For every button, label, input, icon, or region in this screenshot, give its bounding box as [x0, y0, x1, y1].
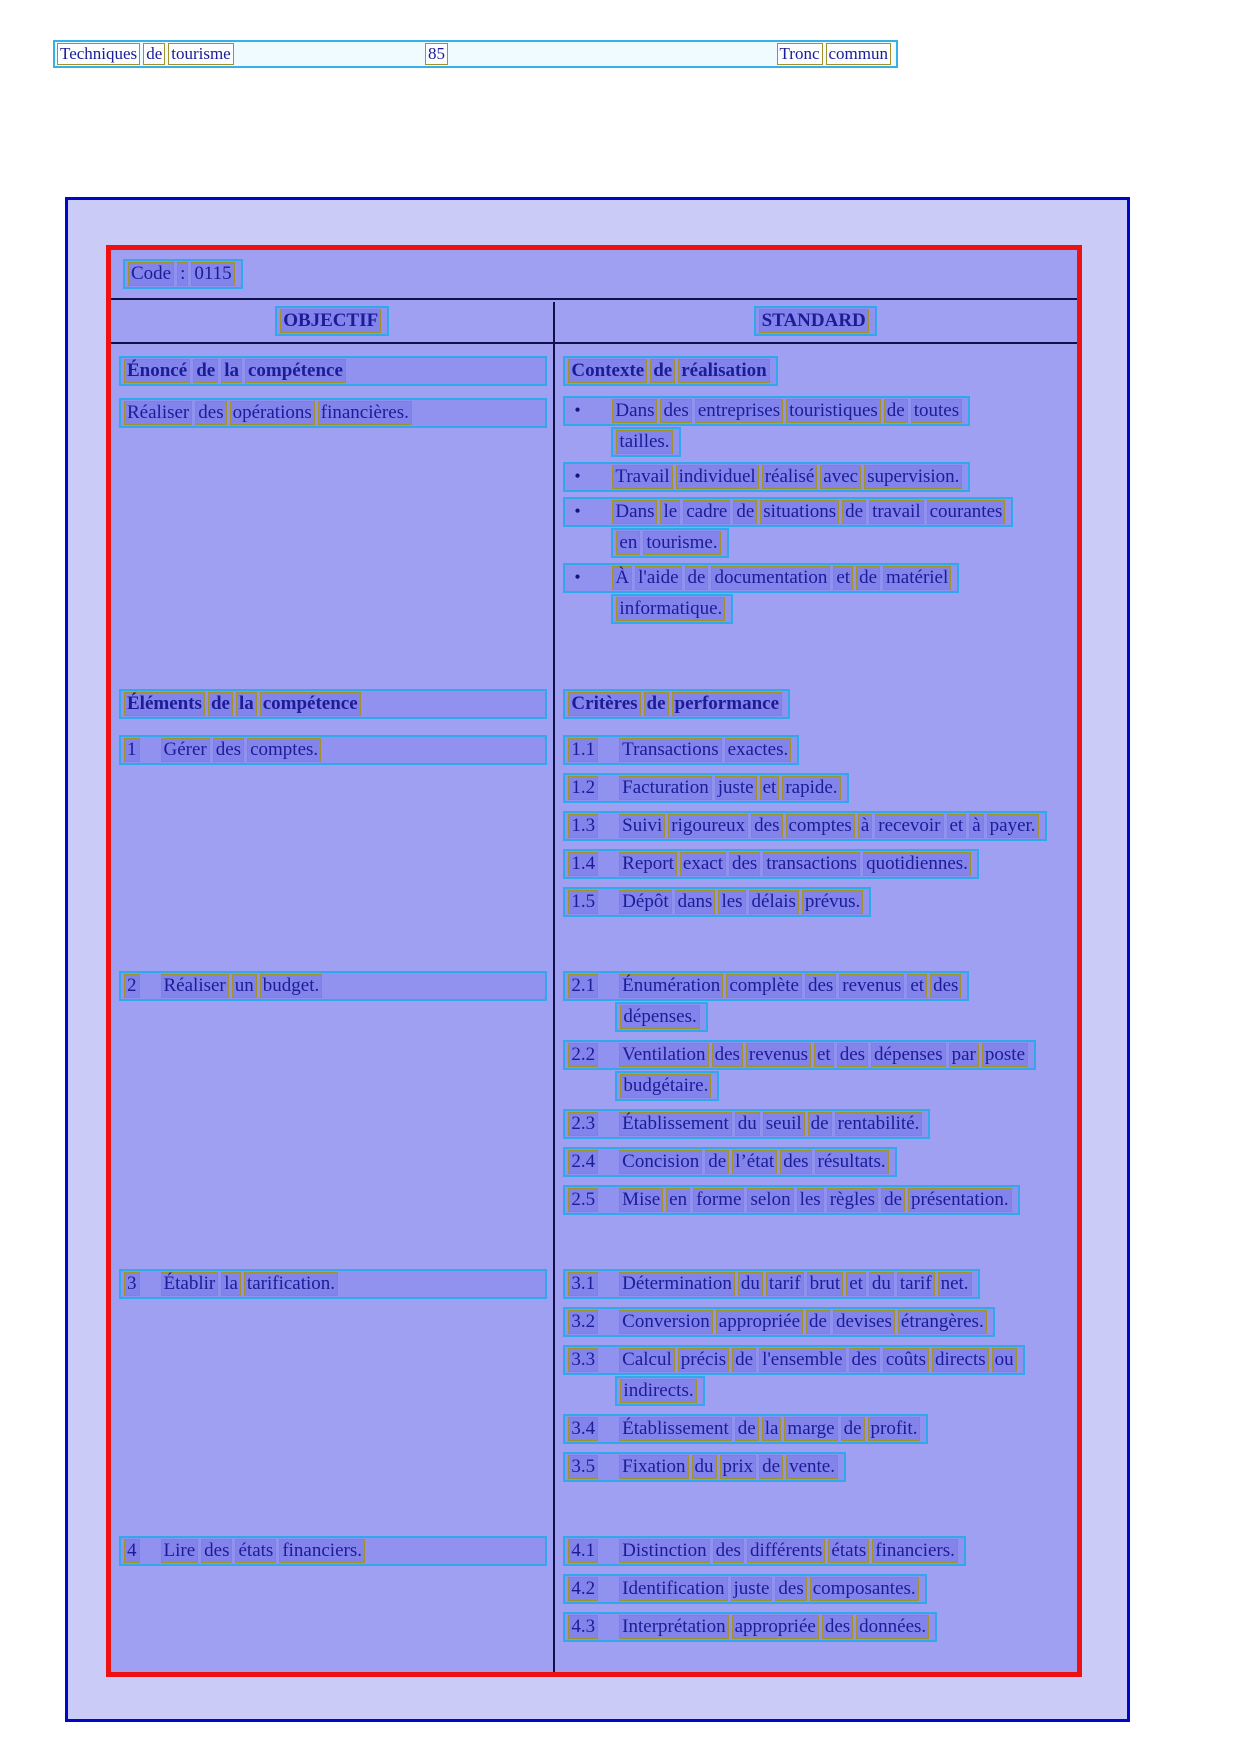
criterion-line — [563, 1109, 930, 1139]
word-box: 2.1 — [568, 974, 598, 998]
criterion-line — [563, 1536, 965, 1566]
word-box: Suivi — [619, 814, 665, 838]
context-bullet-line — [611, 427, 680, 457]
competency-table — [106, 245, 1082, 1677]
word-box: de — [884, 399, 908, 423]
word-box: 1.1 — [568, 738, 598, 762]
word-box: et — [947, 814, 967, 838]
word-box: règles — [827, 1188, 878, 1212]
word-box: prévus. — [802, 890, 863, 914]
word-box: opérations — [230, 401, 315, 425]
word-box: complète — [726, 974, 802, 998]
word-box: 3 — [124, 1272, 140, 1296]
word-box: l’état — [732, 1150, 777, 1174]
word-box: Lire — [161, 1539, 199, 1563]
criterion-line — [563, 1147, 896, 1177]
bullet-icon: • — [574, 501, 581, 521]
word-box: de — [808, 1112, 832, 1136]
word-box: net. — [938, 1272, 972, 1296]
competency-row-left — [111, 1536, 553, 1650]
competency-item — [119, 735, 547, 765]
word-box: indirects. — [620, 1379, 696, 1403]
word-box: Identification — [619, 1577, 727, 1601]
table-header-row — [111, 300, 1077, 344]
enonce-contexte-row — [111, 344, 1077, 629]
word-box: données. — [856, 1615, 929, 1639]
word-box: Calcul — [619, 1348, 675, 1372]
word-box: rigoureux — [668, 814, 748, 838]
criterion — [563, 735, 1073, 765]
context-bullet-line — [611, 594, 733, 624]
word-box: documentation — [711, 566, 830, 590]
word-box: des — [213, 738, 244, 762]
elements-title-cell — [111, 689, 553, 719]
word-box: appropriée — [716, 1310, 803, 1334]
column-divider — [553, 302, 555, 1672]
word-box: compétence — [260, 692, 361, 716]
word-box: et — [907, 974, 927, 998]
word-box: 4.2 — [568, 1577, 598, 1601]
criterion — [563, 811, 1073, 841]
criterion — [563, 773, 1073, 803]
word-box: de — [842, 500, 866, 524]
word-box: tarification. — [244, 1272, 338, 1296]
word-box: cadre — [683, 500, 730, 524]
word-box: 1.3 — [568, 814, 598, 838]
word-box: payer. — [987, 814, 1039, 838]
word-box: Contexte — [568, 359, 647, 383]
word-box: seuil — [763, 1112, 805, 1136]
criterion — [563, 1612, 1073, 1642]
criterion — [563, 1269, 1073, 1299]
word-box: comptes. — [247, 738, 321, 762]
word-box: 85 — [425, 43, 448, 65]
word-box: des — [822, 1615, 853, 1639]
word-box: commun — [826, 43, 892, 65]
criterion-line — [563, 1307, 994, 1337]
word-box: des — [195, 401, 226, 425]
criterion-line — [563, 735, 799, 765]
standard-header — [754, 306, 877, 336]
word-box: dépenses — [871, 1043, 946, 1067]
word-box: Réaliser — [124, 401, 192, 425]
word-box: tarif — [766, 1272, 804, 1296]
word-box: recevoir — [875, 814, 943, 838]
word-box: 2.4 — [568, 1150, 598, 1174]
word-box: entreprises — [695, 399, 783, 423]
word-box: rentabilité. — [835, 1112, 923, 1136]
word-box: l'ensemble — [759, 1348, 845, 1372]
competency-row — [111, 735, 1077, 925]
word-box: Énumération — [619, 974, 723, 998]
word-box: de — [856, 566, 880, 590]
word-box: financiers. — [872, 1539, 958, 1563]
criterion-line — [563, 971, 969, 1001]
word-box: 3.5 — [568, 1455, 598, 1479]
word-box: des — [712, 1043, 743, 1067]
word-box: quotidiennes. — [863, 852, 971, 876]
word-box: Dépôt — [619, 890, 671, 914]
word-box: par — [949, 1043, 979, 1067]
word-box: à — [969, 814, 983, 838]
word-box: Éléments — [124, 692, 205, 716]
context-bullet-list — [563, 396, 1073, 624]
word-box: Fixation — [619, 1455, 688, 1479]
word-box: appropriée — [732, 1615, 819, 1639]
criterion-line — [563, 887, 871, 917]
word-box: juste — [715, 776, 757, 800]
word-box: les — [718, 890, 745, 914]
word-box: Techniques — [57, 43, 140, 65]
word-box: situations — [760, 500, 839, 524]
word-box: revenus — [746, 1043, 811, 1067]
word-box: Conversion — [619, 1310, 713, 1334]
word-box: des — [713, 1539, 744, 1563]
word-box: toutes — [911, 399, 962, 423]
criterion-line — [563, 773, 848, 803]
criterion-line — [563, 1269, 979, 1299]
word-box: Gérer — [161, 738, 210, 762]
word-box: de — [735, 1417, 759, 1441]
criterion-line — [615, 1376, 704, 1406]
criterion — [563, 1452, 1073, 1482]
word-box: délais — [749, 890, 799, 914]
criterion-line — [563, 849, 979, 879]
word-box: brut — [807, 1272, 844, 1296]
criterion — [563, 1574, 1073, 1604]
word-box: comptes — [786, 814, 855, 838]
context-bullet-line — [563, 396, 970, 426]
word-box: STANDARD — [759, 309, 869, 333]
bullet-icon: • — [574, 400, 581, 420]
footer-page-number — [425, 43, 451, 65]
competency-row-right — [553, 971, 1077, 1223]
word-box: revenus — [839, 974, 904, 998]
word-box: de — [841, 1417, 865, 1441]
criterion — [563, 1307, 1073, 1337]
criteres-title — [563, 689, 790, 719]
criterion-line — [563, 811, 1046, 841]
word-box: des — [849, 1348, 880, 1372]
contexte-title — [563, 356, 777, 386]
criterion — [563, 1040, 1073, 1101]
bullet-icon: • — [574, 567, 581, 587]
competency-row — [111, 971, 1077, 1223]
page-footer — [53, 40, 898, 68]
word-box: de — [759, 1455, 783, 1479]
word-box: et — [760, 776, 780, 800]
word-box: du — [738, 1272, 763, 1296]
word-box: 1.2 — [568, 776, 598, 800]
word-box: les — [797, 1188, 824, 1212]
context-bullet-line — [563, 563, 959, 593]
word-box: 4 — [124, 1539, 140, 1563]
criterion-line — [563, 1345, 1024, 1375]
elements-title — [119, 689, 547, 719]
word-box: de — [208, 692, 233, 716]
word-box: la — [762, 1417, 782, 1441]
competency-row-right — [553, 1536, 1077, 1650]
word-box: des — [660, 399, 691, 423]
code-row — [111, 250, 1077, 300]
footer-left — [57, 43, 237, 65]
word-box: informatique. — [616, 597, 725, 621]
word-box: l'aide — [635, 566, 681, 590]
word-box: et — [833, 566, 853, 590]
word-box: des — [780, 1150, 811, 1174]
criterion-line — [563, 1452, 846, 1482]
word-box: tourisme — [168, 43, 234, 65]
criterion — [563, 1147, 1073, 1177]
criterion-line — [563, 1612, 937, 1642]
table-body — [111, 344, 1077, 1672]
word-box: 3.1 — [568, 1272, 598, 1296]
word-box: Réaliser — [161, 974, 229, 998]
word-box: du — [692, 1455, 717, 1479]
word-box: de — [644, 692, 669, 716]
word-box: Établissement — [619, 1417, 732, 1441]
word-box: la — [221, 1272, 241, 1296]
word-box: 1 — [124, 738, 140, 762]
word-box: étrangères. — [898, 1310, 987, 1334]
competency-row-left — [111, 971, 553, 1223]
word-box: 1.5 — [568, 890, 598, 914]
word-box: rapide. — [782, 776, 840, 800]
page-frame — [65, 197, 1130, 1722]
competency-row — [111, 1269, 1077, 1490]
word-box: différents — [747, 1539, 825, 1563]
word-box: OBJECTIF — [280, 309, 381, 333]
standard-header-cell — [553, 300, 1077, 342]
competency-item — [119, 1269, 547, 1299]
word-box: réalisation — [678, 359, 770, 383]
objectif-header — [275, 306, 389, 336]
word-box: juste — [731, 1577, 773, 1601]
word-box: marge — [784, 1417, 837, 1441]
word-box: en — [616, 531, 640, 555]
word-box: devises — [833, 1310, 895, 1334]
word-box: de — [650, 359, 675, 383]
competency-row — [111, 1536, 1077, 1650]
word-box: profit. — [868, 1417, 921, 1441]
criteres-title-cell — [553, 689, 1077, 719]
word-box: présentation. — [908, 1188, 1012, 1212]
footer-right — [777, 43, 895, 65]
section-titles-row — [111, 689, 1077, 719]
word-box: précis — [678, 1348, 729, 1372]
word-box: ou — [992, 1348, 1017, 1372]
context-bullet — [563, 563, 1073, 624]
competency-rows — [111, 735, 1077, 1650]
context-bullet — [563, 396, 1073, 457]
enonce-cell — [111, 356, 553, 629]
enonce-title — [119, 356, 547, 386]
word-box: Détermination — [619, 1272, 735, 1296]
word-box: un — [232, 974, 257, 998]
word-box: la — [236, 692, 257, 716]
word-box: 2 — [124, 974, 140, 998]
word-box: financiers. — [279, 1539, 365, 1563]
criterion — [563, 887, 1073, 917]
word-box: 4.1 — [568, 1539, 598, 1563]
criterion-line — [563, 1185, 1019, 1215]
competency-item — [119, 971, 547, 1001]
criterion-line — [563, 1574, 926, 1604]
context-bullet — [563, 497, 1073, 558]
word-box: Report — [619, 852, 677, 876]
word-box: Travail — [612, 465, 672, 489]
word-box: : — [177, 262, 188, 286]
word-box: selon — [747, 1188, 793, 1212]
context-bullet-line — [611, 528, 728, 558]
word-box: Établir — [161, 1272, 219, 1296]
word-box: exactes. — [725, 738, 792, 762]
context-bullet-line — [563, 497, 1013, 527]
word-box: composantes. — [810, 1577, 919, 1601]
criterion — [563, 1109, 1073, 1139]
word-box: forme — [693, 1188, 744, 1212]
word-box: travail — [869, 500, 924, 524]
word-box: Établissement — [619, 1112, 732, 1136]
objectif-header-cell — [111, 300, 553, 342]
word-box: avec — [820, 465, 861, 489]
word-box: 3.4 — [568, 1417, 598, 1441]
word-box: supervision. — [864, 465, 962, 489]
code-line — [123, 259, 243, 289]
criterion — [563, 1536, 1073, 1566]
word-box: budgétaire. — [620, 1074, 711, 1098]
word-box: Facturation — [619, 776, 712, 800]
word-box: vente. — [786, 1455, 838, 1479]
word-box: et — [814, 1043, 834, 1067]
word-box: tourisme. — [643, 531, 720, 555]
word-box: Énoncé — [124, 359, 190, 383]
word-box: de — [732, 1348, 756, 1372]
word-box: de — [685, 566, 709, 590]
criterion — [563, 1414, 1073, 1444]
competency-row-left — [111, 1269, 553, 1490]
word-box: Code — [128, 262, 174, 286]
word-box: en — [666, 1188, 690, 1212]
bullet-icon: • — [574, 466, 581, 486]
word-box: des — [201, 1539, 232, 1563]
word-box: 1.4 — [568, 852, 598, 876]
word-box: de — [881, 1188, 905, 1212]
word-box: Transactions — [619, 738, 721, 762]
criterion — [563, 971, 1073, 1032]
word-box: des — [751, 814, 782, 838]
competency-item — [119, 1536, 547, 1566]
word-box: du — [735, 1112, 760, 1136]
word-box: Tronc — [777, 43, 823, 65]
word-box: 4.3 — [568, 1615, 598, 1639]
word-box: de — [806, 1310, 830, 1334]
word-box: Ventilation — [619, 1043, 708, 1067]
word-box: prix — [720, 1455, 757, 1479]
word-box: 0115 — [191, 262, 234, 286]
word-box: du — [869, 1272, 894, 1296]
word-box: des — [930, 974, 961, 998]
word-box: dans — [675, 890, 716, 914]
word-box: Interprétation — [619, 1615, 728, 1639]
word-box: des — [729, 852, 760, 876]
word-box: directs — [932, 1348, 989, 1372]
word-box: 3.2 — [568, 1310, 598, 1334]
word-box: le — [660, 500, 680, 524]
context-bullet-line — [563, 462, 970, 492]
context-bullet — [563, 462, 1073, 492]
contexte-cell — [553, 356, 1077, 629]
word-box: et — [846, 1272, 866, 1296]
criterion — [563, 849, 1073, 879]
word-box: Dans — [612, 500, 657, 524]
word-box: états — [828, 1539, 869, 1563]
word-box: matériel — [883, 566, 951, 590]
word-box: Concision — [619, 1150, 702, 1174]
word-box: tailles. — [616, 430, 672, 454]
word-box: À — [612, 566, 632, 590]
word-box: touristiques — [786, 399, 881, 423]
criterion — [563, 1345, 1073, 1406]
criterion-line — [615, 1002, 707, 1032]
word-box: des — [837, 1043, 868, 1067]
word-box: résultats. — [815, 1150, 889, 1174]
word-box: à — [858, 814, 872, 838]
word-box: de — [733, 500, 757, 524]
word-box: financières. — [318, 401, 412, 425]
word-box: 2.2 — [568, 1043, 598, 1067]
word-box: Mise — [619, 1188, 663, 1212]
word-box: états — [235, 1539, 276, 1563]
word-box: Critères — [568, 692, 640, 716]
word-box: Dans — [612, 399, 657, 423]
criterion-line — [563, 1040, 1036, 1070]
word-box: tarif — [897, 1272, 935, 1296]
word-box: des — [775, 1577, 806, 1601]
word-box: exact — [680, 852, 726, 876]
word-box: courantes — [927, 500, 1006, 524]
word-box: 3.3 — [568, 1348, 598, 1372]
word-box: budget. — [260, 974, 322, 998]
word-box: transactions — [763, 852, 860, 876]
word-box: compétence — [245, 359, 346, 383]
competency-row-right — [553, 1269, 1077, 1490]
word-box: 2.3 — [568, 1112, 598, 1136]
word-box: des — [805, 974, 836, 998]
criterion-line — [615, 1071, 719, 1101]
word-box: Distinction — [619, 1539, 709, 1563]
word-box: de — [705, 1150, 729, 1174]
word-box: poste — [982, 1043, 1028, 1067]
competency-row-right — [553, 735, 1077, 925]
word-box: dépenses. — [620, 1005, 699, 1029]
word-box: 2.5 — [568, 1188, 598, 1212]
word-box: coûts — [883, 1348, 929, 1372]
criterion — [563, 1185, 1073, 1215]
enonce-statement — [119, 398, 547, 428]
word-box: réalisé — [762, 465, 818, 489]
word-box: la — [221, 359, 242, 383]
word-box: individuel — [676, 465, 759, 489]
competency-row-left — [111, 735, 553, 925]
word-box: performance — [672, 692, 782, 716]
criterion-line — [563, 1414, 928, 1444]
word-box: de — [143, 43, 165, 65]
word-box: de — [193, 359, 218, 383]
